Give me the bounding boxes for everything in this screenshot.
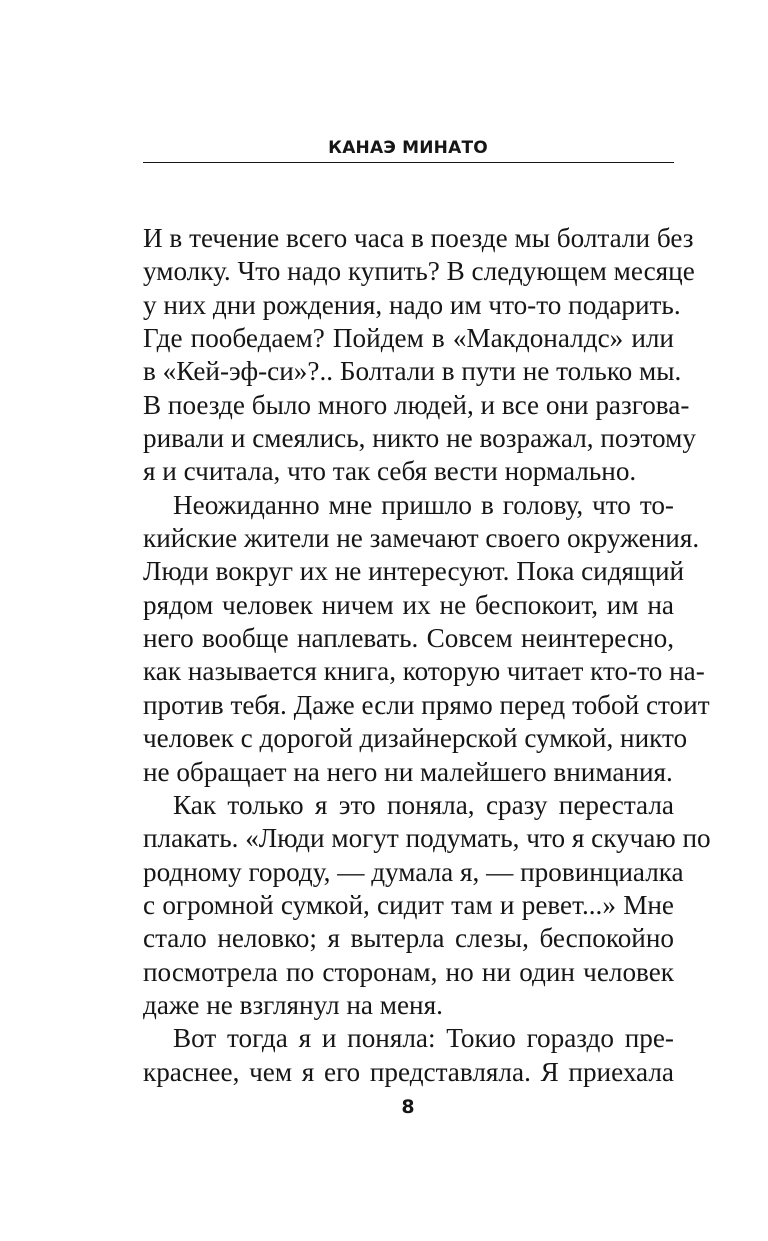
text-line: рядом человек ничем их не беспокоит, им на: [143, 589, 674, 620]
text-line: Люди вокруг их не интересуют. Пока сидящий: [143, 556, 685, 587]
text-line: даже не взглянул на меня.: [143, 989, 443, 1020]
text-line: умолку. Что надо купить? В следующем месяце: [143, 256, 695, 287]
text-line: как называется книга, которую читает кто-то на-: [143, 656, 705, 687]
page-number: 8: [401, 1096, 415, 1118]
text-line: И в течение всего часа в поезде мы болтали без: [143, 223, 694, 253]
text-line: плакать. «Люди могут подумать, что я скучаю по: [143, 823, 711, 854]
text-line: я и считала, что так себя вести нормально.: [143, 456, 637, 487]
text-line: Неожиданно мне пришло в голову, что то-: [173, 489, 674, 520]
running-head-rule: [143, 162, 674, 163]
text-line: Где пообедаем? Пойдем в «Макдоналдс» или: [143, 323, 674, 354]
text-line: краснее, чем я его представляла. Я приехала: [143, 1056, 674, 1087]
paragraph-2: [143, 489, 710, 789]
text-line: не обращает на него ни малейшего внимания.: [143, 756, 673, 787]
text-line: посмотрела по сторонам, но ни один человек: [143, 956, 674, 987]
text-line: в «Кей-эф-си»?.. Болтали в пути не только мы.: [143, 356, 682, 387]
text-line: кийские жители не замечают своего окружения.: [143, 523, 700, 554]
text-line: В поезде было много людей, и все они разгова-: [143, 389, 690, 420]
running-head: КАНАЭ МИНАТО: [328, 138, 488, 158]
paragraph-1: [143, 222, 696, 489]
body-text: [143, 222, 711, 1089]
text-line: Как только я это поняла, сразу перестала: [173, 789, 674, 820]
text-line: у них дни рождения, надо им что-то подарить.: [143, 289, 681, 320]
text-line: стало неловко; я вытерла слезы, беспокойно: [143, 923, 674, 954]
paragraph-4: [143, 1022, 674, 1089]
text-line: ривали и смеялись, никто не возражал, поэтому: [143, 423, 696, 454]
text-line: против тебя. Даже если прямо перед тобой стоит: [143, 689, 710, 720]
text-line: человек с дорогой дизайнерской сумкой, никто: [143, 723, 688, 754]
text-line: родному городу, — думала я, — провинциалка: [143, 856, 684, 887]
text-line: Вот тогда я и поняла: Токио гораздо пре-: [173, 1023, 674, 1054]
paragraph-3: [143, 789, 711, 1022]
text-line: с огромной сумкой, сидит там и ревет...» Мне: [143, 889, 674, 920]
text-line: него вообще наплевать. Совсем неинтересно,: [143, 623, 674, 654]
